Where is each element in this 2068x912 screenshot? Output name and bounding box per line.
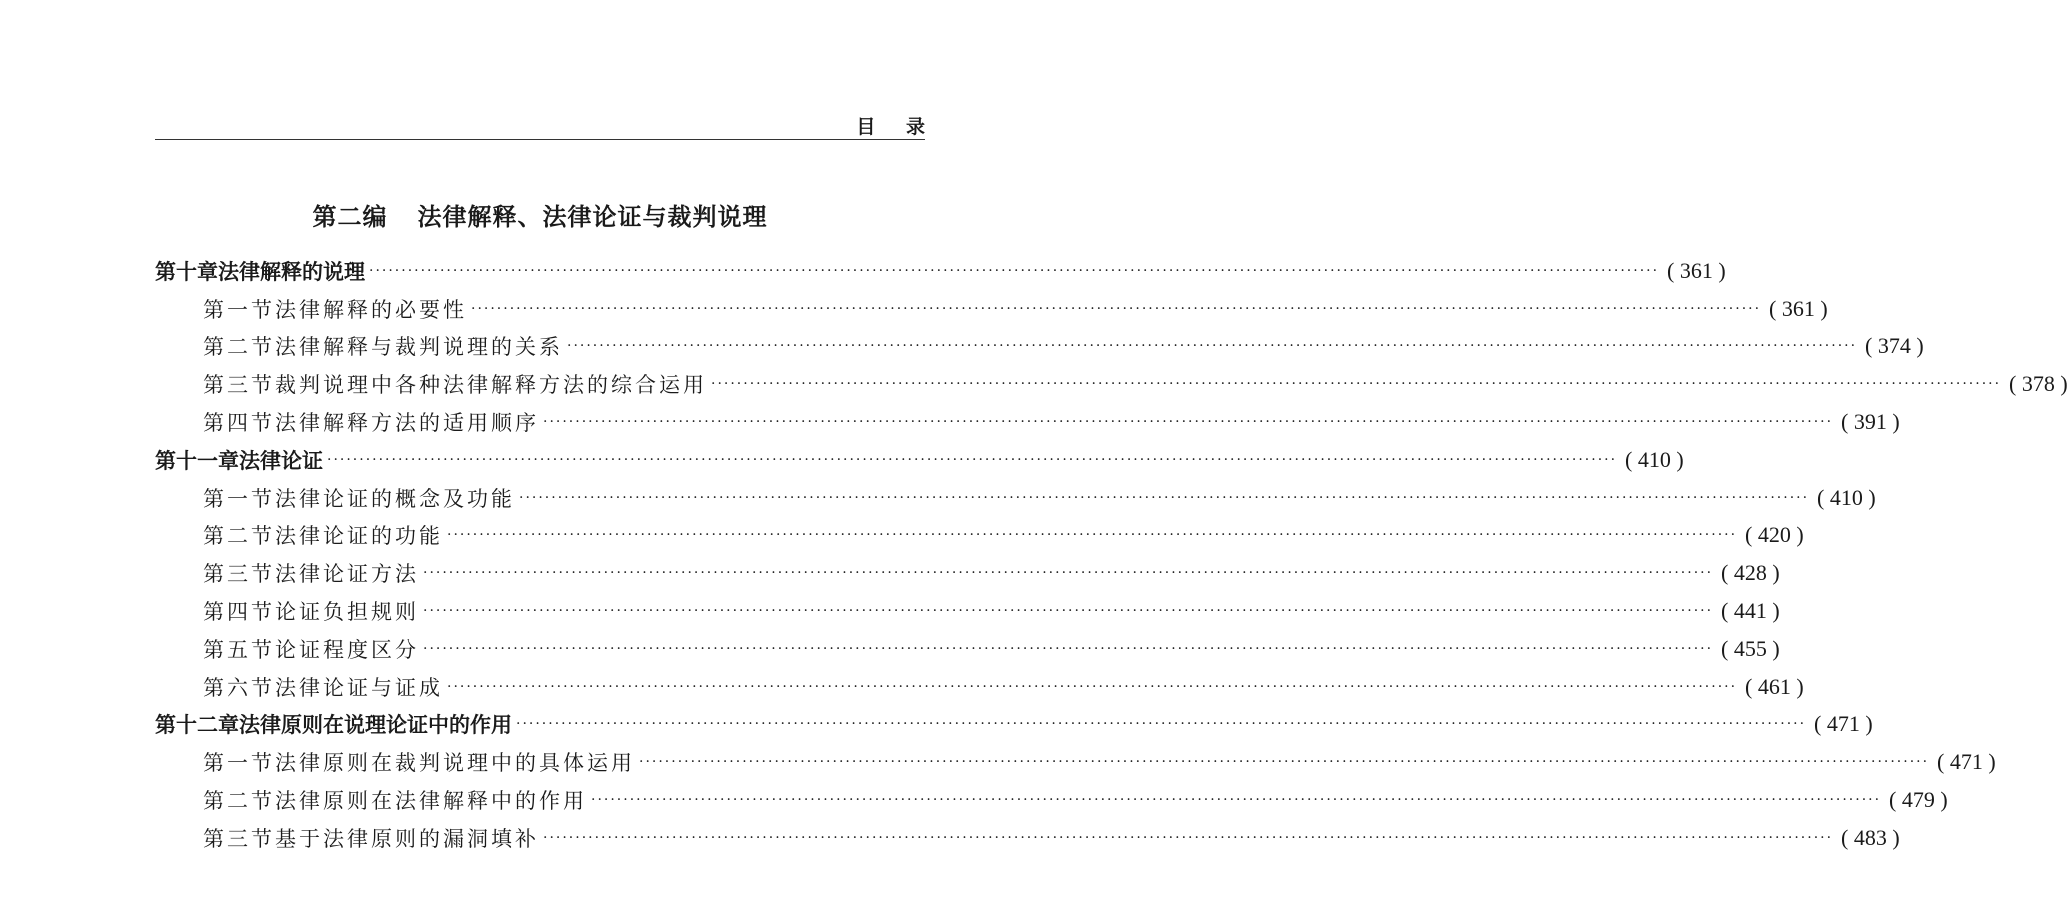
dot-leader: ········································································································································································································ [543,829,1834,846]
section-number: 第四节 [203,600,275,625]
section-title: 论证负担规则 [275,600,419,625]
toc-section-row[interactable] [155,668,1804,706]
page-number: ( 361 ) [1769,295,1828,321]
header-rule [155,139,925,140]
section-number: 第一节 [203,751,275,776]
toc-chapter-row[interactable] [155,441,1684,479]
dot-leader: ········································································································································································································ [519,489,1810,506]
toc-section-row[interactable] [155,328,1924,366]
section-number: 第一节 [203,297,275,322]
section-number: 第四节 [203,411,275,436]
dot-leader: ········································································································································································································ [423,565,1714,582]
dot-leader: ········································································································································································································ [591,792,1882,809]
toc-section-row[interactable] [155,517,1804,555]
part-name: 法律解释、法律论证与裁判说理 [417,203,768,231]
page-number: ( 455 ) [1721,635,1780,661]
chapter-number: 第十章 [155,259,218,284]
page-number: ( 374 ) [1865,333,1924,359]
dot-leader: ········································································································································································································ [516,716,1807,733]
part-number: 第二编 [312,203,388,231]
dot-leader: ········································································································································································································ [639,754,1930,771]
toc-section-row[interactable] [155,819,1900,857]
toc-section-row[interactable] [155,630,1780,668]
running-header-title: 目 录 [856,116,937,138]
page-number: ( 410 ) [1817,484,1876,510]
page-number: ( 361 ) [1667,257,1726,283]
section-number: 第三节 [203,826,275,851]
section-title: 基于法律原则的漏洞填补 [275,826,539,851]
section-number: 第三节 [203,562,275,587]
toc-chapter-row[interactable] [155,706,1873,744]
section-number: 第三节 [203,373,275,398]
section-number: 第二节 [203,524,275,549]
chapter-number: 第十一章 [155,448,239,473]
toc-section-row[interactable] [155,365,2068,403]
page-number: ( 391 ) [1841,409,1900,435]
section-title: 法律解释与裁判说理的关系 [275,335,563,360]
page-number: ( 479 ) [1889,787,1948,813]
page-number: ( 471 ) [1937,749,1996,775]
page-number: ( 461 ) [1745,673,1804,699]
chapter-title: 法律论证 [239,448,323,473]
section-title: 论证程度区分 [275,637,419,662]
dot-leader: ········································································································································································································ [567,338,1858,355]
section-title: 法律原则在裁判说理中的具体运用 [275,751,635,776]
toc-section-row[interactable] [155,290,1828,328]
section-number: 第二节 [203,335,275,360]
dot-leader: ········································································································································································································ [327,451,1618,468]
section-number: 第一节 [203,486,275,511]
chapter-number: 第十二章 [155,713,239,738]
chapter-title: 法律原则在说理论证中的作用 [239,713,512,738]
page-number: ( 471 ) [1814,711,1873,737]
section-title: 法律解释方法的适用顺序 [275,411,539,436]
dot-leader: ········································································································································································································ [711,376,2002,393]
page-number: ( 420 ) [1745,522,1804,548]
section-title: 法律论证方法 [275,562,419,587]
section-number: 第五节 [203,637,275,662]
section-title: 法律原则在法律解释中的作用 [275,789,587,814]
section-title: 裁判说理中各种法律解释方法的综合运用 [275,373,707,398]
page-number: ( 378 ) [2009,371,2068,397]
chapter-title: 法律解释的说理 [218,259,365,284]
toc-section-row[interactable] [155,479,1876,517]
dot-leader: ········································································································································································································ [447,527,1738,544]
dot-leader: ········································································································································································································ [447,678,1738,695]
toc-section-row[interactable] [155,592,1780,630]
section-title: 法律论证与证成 [275,675,443,700]
table-of-contents [155,252,2068,857]
section-number: 第二节 [203,789,275,814]
section-title: 法律论证的功能 [275,524,443,549]
dot-leader: ········································································································································································································ [471,300,1762,317]
section-number: 第六节 [203,675,275,700]
toc-section-row[interactable] [155,403,1900,441]
section-title: 法律论证的概念及功能 [275,486,515,511]
part-title [0,197,1080,232]
toc-section-row[interactable] [155,781,1948,819]
page-number: ( 428 ) [1721,560,1780,586]
page-number: ( 410 ) [1625,446,1684,472]
dot-leader: ········································································································································································································ [423,640,1714,657]
page-number: ( 483 ) [1841,824,1900,850]
section-title: 法律解释的必要性 [275,297,467,322]
toc-section-row[interactable] [155,554,1780,592]
dot-leader: ········································································································································································································ [369,262,1660,279]
dot-leader: ········································································································································································································ [423,603,1714,620]
toc-chapter-row[interactable] [155,252,1726,290]
toc-section-row[interactable] [155,743,1996,781]
dot-leader: ········································································································································································································ [543,414,1834,431]
page-number: ( 441 ) [1721,598,1780,624]
